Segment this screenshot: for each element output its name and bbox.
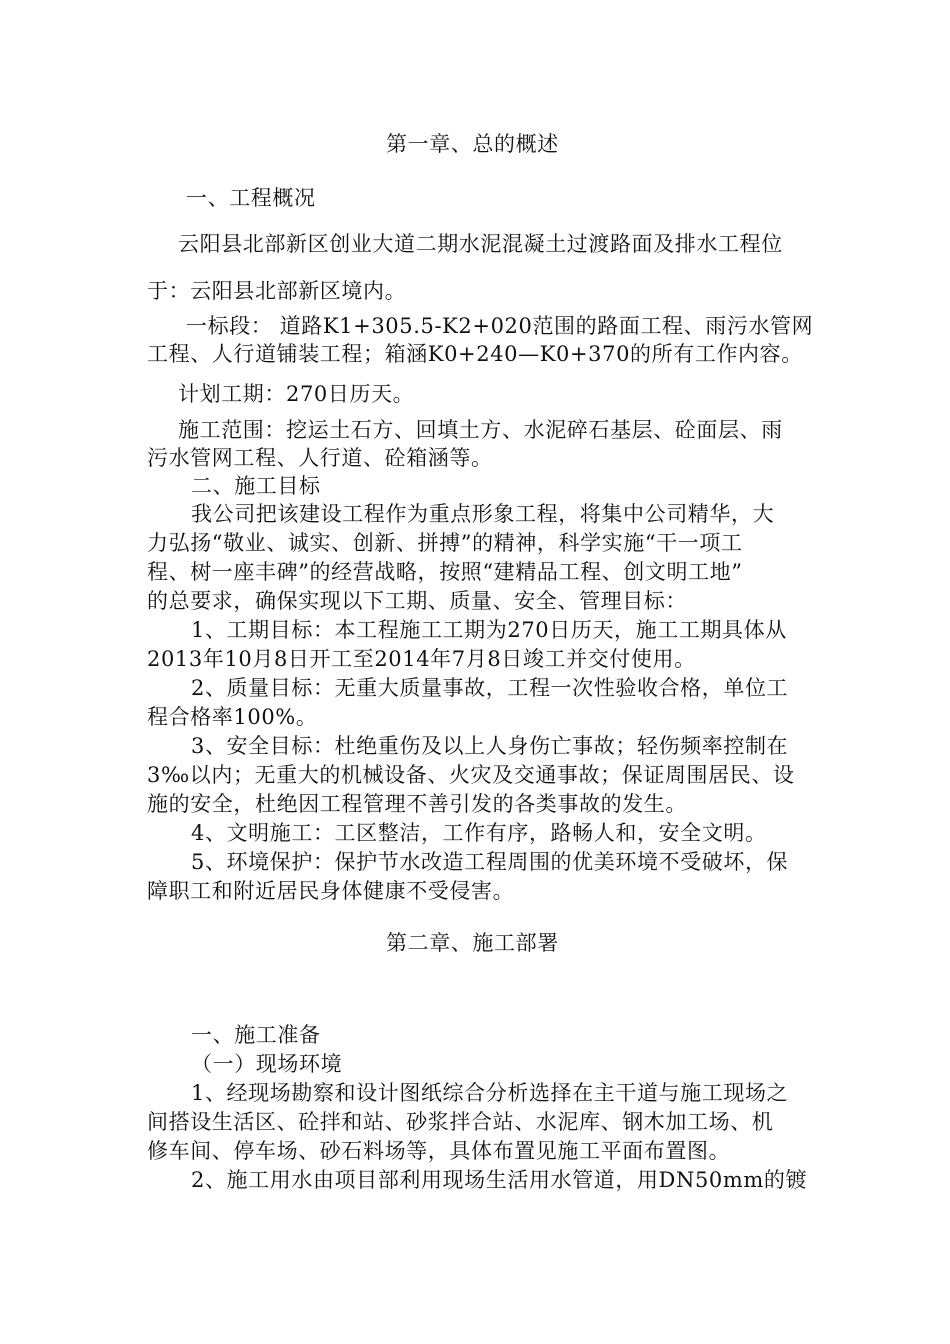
bid-line2: 工程、人行道铺装工程；箱涵K0+240—K0+370的所有工作内容。 — [147, 342, 803, 366]
scope-line2: 污水管网工程、人行道、砼箱涵等。 — [147, 446, 493, 470]
scope-line1: 施工范围：挖运土石方、回填土方、水泥碎石基层、砼面层、雨 — [178, 418, 783, 442]
goal2-line2: 程合格率100%。 — [147, 705, 318, 729]
prep-item1-line1: 1、经现场勘察和设计图纸综合分析选择在主干道与施工现场之 — [191, 1081, 789, 1105]
goal3-line2: 3‰以内；无重大的机械设备、火灾及交通事故；保证周围居民、设 — [147, 763, 795, 787]
section1-heading: 一、工程概况 — [186, 186, 316, 210]
prep-heading: 一、施工准备 — [191, 1023, 321, 1047]
section2-heading: 二、施工目标 — [191, 474, 321, 498]
location-line2: 于：云阳县北部新区境内。 — [147, 279, 407, 303]
goal5-line2: 障职工和附近居民身体健康不受侵害。 — [147, 879, 515, 903]
goal3-line3: 施的安全，杜绝因工程管理不善引发的各类事故的发生。 — [147, 792, 687, 816]
prep-item1-line2: 间搭设生活区、砼拌和站、砂浆拌合站、水泥库、钢木加工场、机 — [147, 1110, 774, 1134]
prep-item2-line1: 2、施工用水由项目部利用现场生活用水管道，用DN50mm的镀 — [191, 1168, 808, 1192]
bid-line1: 一标段： 道路K1+305.5-K2+020范围的路面工程、雨污水管网 — [186, 314, 814, 338]
prep-item1-line3: 修车间、停车场、砂石料场等，具体布置见施工平面布置图。 — [147, 1139, 731, 1163]
intro-line3: 程、树一座丰碑”的经营战略，按照“建精品工程、创文明工地” — [147, 560, 743, 584]
chapter2-title: 第二章、施工部署 — [386, 931, 559, 955]
intro-line2: 力弘扬“敬业、诚实、创新、拼搏”的精神，科学实施“干一项工 — [147, 531, 743, 555]
chapter1-title: 第一章、总的概述 — [386, 132, 559, 156]
intro-line1: 我公司把该建设工程作为重点形象工程，将集中公司精华，大 — [191, 502, 775, 526]
goal1-line1: 1、工期目标：本工程施工工期为270日历天，施工工期具体从 — [191, 618, 787, 642]
goal2-line1: 2、质量目标：无重大质量事故，工程一次性验收合格，单位工 — [191, 676, 789, 700]
intro-line4: 的总要求，确保实现以下工期、质量、安全、管理目标： — [147, 589, 687, 613]
goal3-line1: 3、安全目标：杜绝重伤及以上人身伤亡事故；轻伤频率控制在 — [191, 734, 789, 758]
goal1-line2: 2013年10月8日开工至2014年7月8日竣工并交付使用。 — [147, 647, 696, 671]
goal4-line: 4、文明施工：工区整洁，工作有序，路畅人和，安全文明。 — [191, 821, 767, 845]
location-line1: 云阳县北部新区创业大道二期水泥混凝土过渡路面及排水工程位 — [178, 232, 783, 256]
prep-sub1: （一）现场环境 — [191, 1052, 343, 1076]
goal5-line1: 5、环境保护：保护节水改造工程周围的优美环境不受破坏，保 — [191, 850, 789, 874]
schedule-line: 计划工期：270日历天。 — [178, 382, 415, 406]
